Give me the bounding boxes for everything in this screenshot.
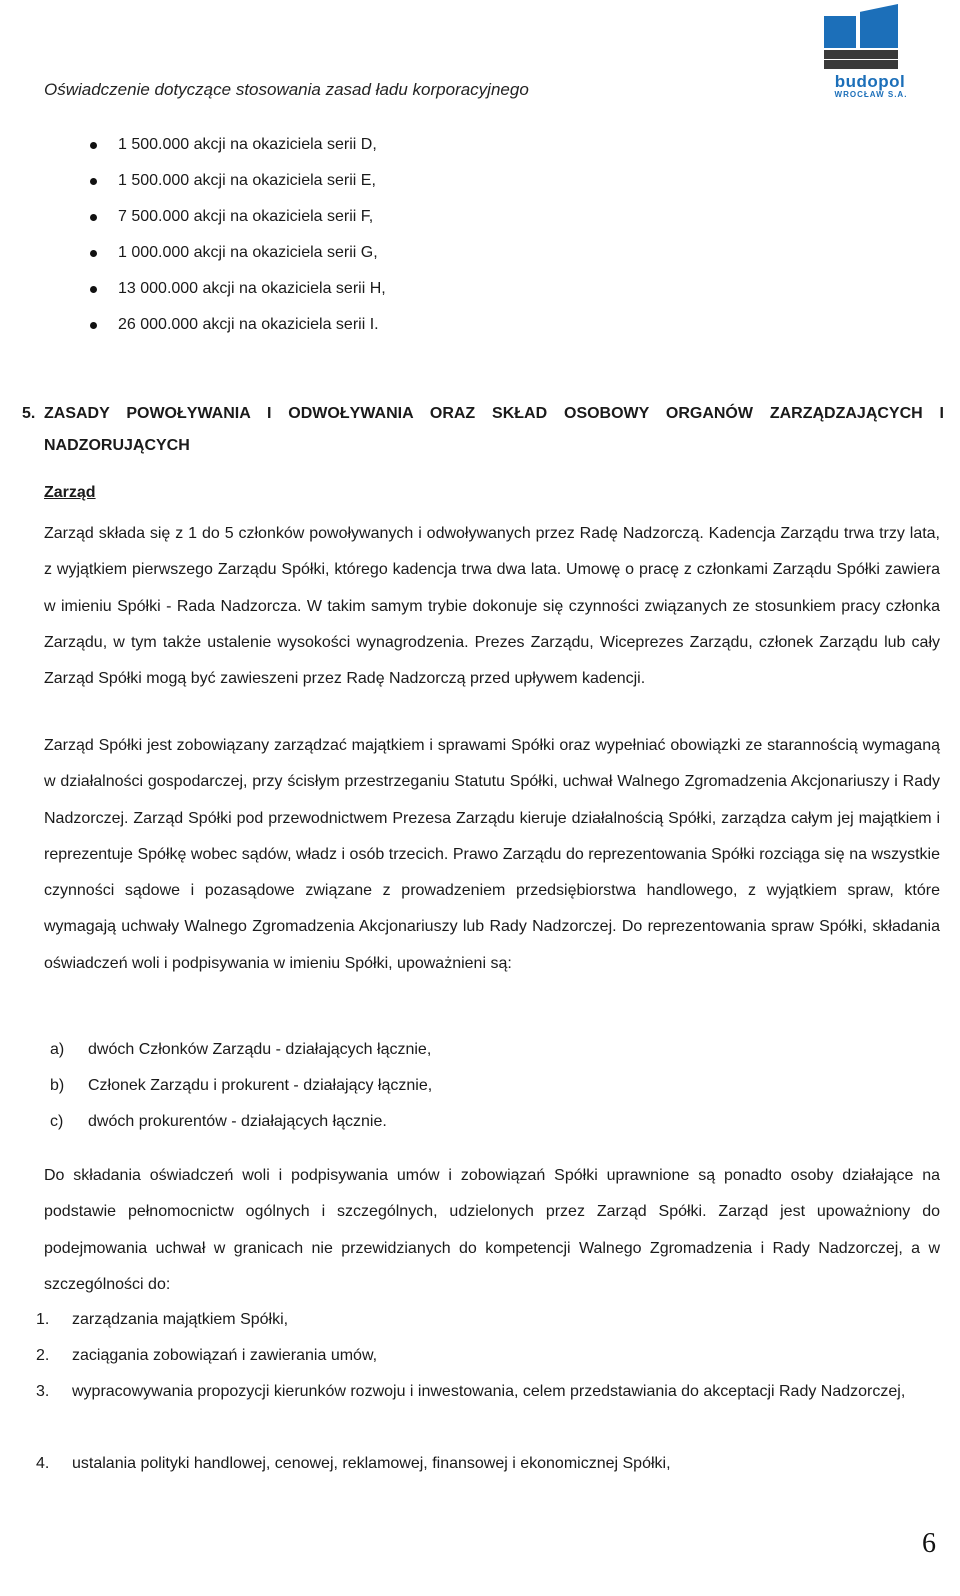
bullet-icon	[90, 286, 97, 293]
document-page: Oświadczenie dotyczące stosowania zasad ładu korporacyjnego budopol WROCŁAW S.A. 1 500.000 akcji na okaziciela serii D, 1 500.000 akcji na okaziciela serii E, 7 500.000 akcji na okaziciela serii F, 1 000.000 akcji na okaziciela serii G, 13 000.000 akcji na okaziciela serii H, 26 000.000 akcji na okaziciela serii I. 5. ZASADY POWOŁYWANIA I ODWOŁYWANIA ORAZ SKŁAD OSOBOWY ORGANÓW ZARZĄDZAJĄCYCH I NADZORUJĄCYCH Zarząd Zarząd składa się z 1 do 5 członków powoływanych i odwoływanych przez Radę Nadzorczą. Kadencja Zarządu trwa trzy lata, z wyjątkiem pierwszego Zarządu Spółki, którego kadencja trwa dwa lata. Umowę o pracę z członkami Zarządu Spółki zawiera w imieniu Spółki - Rada Nadzorcza. W takim samym trybie dokonuje się czynności związanych ze stosunkiem pracy członka Zarządu, w tym także ustalenie wysokości wynagrodzenia. Prezes Zarządu, Wiceprezes Zarządu, członek Zarządu lub cały Zarząd Spółki mogą być zawieszeni przez Radę Nadzorczą przed upływem kadencji. Zarząd Spółki jest zobowiązany zarządzać majątkiem i sprawami Spółki oraz wypełniać obowiązki ze starannością wymaganą w działalności gospodarczej, przy ścisłym przestrzeganiu Statutu Spółki, uchwał Walnego Zgromadzenia Akcjonariuszy i Rady Nadzorczej. Zarząd Spółki pod przewodnictwem Prezesa Zarządu kieruje działalnością Spółki, zarządza całym jej majątkiem i reprezentuje Spółkę wobec sądów, władz i osób trzecich. Prawo Zarządu do reprezentowania Spółki rozciąga się na wszystkie czynności sądowe i pozasądowe związane z prowadzeniem przedsiębiorstwa handlowego, z wyjątkiem spraw, które wymagają uchwały Walnego Zgromadzenia Akcjonariuszy lub Rady Nadzorczej. Do reprezentowania spraw Spółki, składania oświadczeń woli i podpisywania w imieniu Spółki, upoważnieni są: a) dwóch Członków Zarządu - działających łącznie, b) Członek Zarządu i prokurent - działający łącznie, c) dwóch prokurentów - działających łącznie. Do składania oświadczeń woli i podpisywania umów i zobowiązań Spółki uprawnione są ponadto osoby działające na podstawie pełnomocnictw ogólnych i szczególnych, udzielonych przez Zarząd Spółki. Zarząd jest upoważniony do podejmowania uchwał w granicach nie przewidzianych do kompetencji Walnego Zgromadzenia i Rady Nadzorczej, a w szczególności do: 1. zarządzania majątkiem Spółki, 2. zaciągania zobowiązań i zawierania umów, 3. wypracowywania propozycji kierunków rozwoju i inwestowania, celem przedstawiania do akceptacji Rady Nadzorczej, 4. ustalania polityki handlowej, cenowej, reklamowej, finansowej i ekonomicznej Spółki, 6	[0, 0, 960, 1596]
subsection-heading: Zarząd	[44, 484, 96, 501]
logo-subtitle: WROCŁAW S.A.	[834, 90, 908, 99]
company-logo	[820, 2, 920, 102]
section-heading	[22, 398, 944, 462]
paragraph: Zarząd składa się z 1 do 5 członków powoływanych i odwoływanych przez Radę Nadzorczą. Kadencja Zarządu trwa trzy lata, z wyjątkiem pierwszego Zarządu Spółki, którego kadencja trwa dwa lata. Umowę o pracę z członkami Zarządu Spółki zawiera w imieniu Spółki - Rada Nadzorcza. W takim samym trybie dokonuje się czynności związanych ze stosunkiem pracy członka Zarządu, w tym także ustalenie wysokości wynagrodzenia. Prezes Zarządu, Wiceprezes Zarządu, członek Zarządu lub cały Zarząd Spółki mogą być zawieszeni przez Radę Nadzorczą przed upływem kadencji.	[44, 525, 940, 688]
paragraph: Do składania oświadczeń woli i podpisywania umów i zobowiązań Spółki uprawnione są ponadto osoby działające na podstawie pełnomocnictw ogólnych i szczególnych, udzielonych przez Zarząd Spółki. Zarząd jest upoważniony do podejmowania uchwał w granicach nie przewidzianych do kompetencji Walnego Zgromadzenia i Rady Nadzorczej, a w szczególności do:	[44, 1167, 940, 1293]
paragraph: Zarząd Spółki jest zobowiązany zarządzać majątkiem i sprawami Spółki oraz wypełniać obowiązki ze starannością wymaganą w działalności gospodarczej, przy ścisłym przestrzeganiu Statutu Spółki, uchwał Walnego Zgromadzenia Akcjonariuszy i Rady Nadzorczej. Zarząd Spółki pod przewodnictwem Prezesa Zarządu kieruje działalnością Spółki, zarządza całym jej majątkiem i reprezentuje Spółkę wobec sądów, władz i osób trzecich. Prawo Zarządu do reprezentowania Spółki rozciąga się na wszystkie czynności sądowe i pozasądowe związane z prowadzeniem przedsiębiorstwa handlowego, z wyjątkiem spraw, które wymagają uchwały Walnego Zgromadzenia Akcjonariuszy lub Rady Nadzorczej. Do reprezentowania spraw Spółki, składania oświadczeń woli i podpisywania w imieniu Spółki, upoważnieni są:	[44, 737, 940, 972]
bullet-icon	[90, 214, 97, 221]
header-title: Oświadczenie dotyczące stosowania zasad ładu korporacyjnego	[44, 80, 529, 99]
logo-brand: budopol	[834, 72, 906, 91]
bullet-icon	[90, 322, 97, 329]
bullet-icon	[90, 178, 97, 185]
section-number: 5.	[22, 405, 36, 422]
section-title: ZASADY POWOŁYWANIA I ODWOŁYWANIA ORAZ SKŁAD OSOBOWY ORGANÓW ZARZĄDZAJĄCYCH I NADZORUJĄCYCH	[44, 405, 944, 454]
bullet-icon	[90, 250, 97, 257]
bullet-icon	[90, 142, 97, 149]
page-number: 6	[922, 1528, 936, 1559]
